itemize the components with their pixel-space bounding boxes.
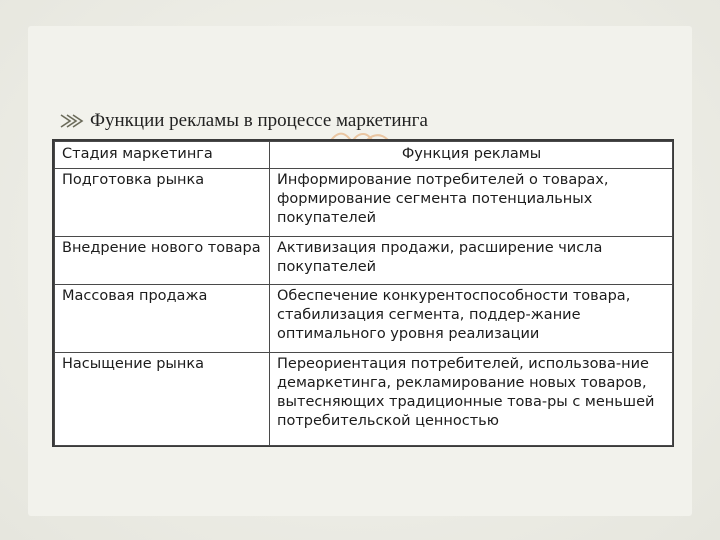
function-cell: Информирование потребителей о товарах, формирование сегмента потенциальных покупателей [270, 169, 673, 237]
table-row [55, 353, 673, 446]
page-title: Функции рекламы в процессе маркетинга [90, 110, 428, 131]
function-cell: Обеспечение конкурентоспособности товара, стабилизация сегмента, поддер-жание оптимального уровня реализации [270, 285, 673, 353]
stage-cell: Массовая продажа [55, 285, 270, 353]
table-row [55, 285, 673, 353]
column-header-stage: Стадия маркетинга [55, 142, 270, 169]
stage-cell: Подготовка рынка [55, 169, 270, 237]
table-row [55, 237, 673, 285]
function-cell: Активизация продажи, расширение числа покупателей [270, 237, 673, 285]
marketing-functions-table [52, 139, 674, 447]
function-cell: Переориентация потребителей, использова-ние демаркетинга, рекламирование новых товаров, вытесняющих традиционные това-ры с меньшей потребительской ценностью [270, 353, 673, 446]
table-row [55, 169, 673, 237]
table-header-row [55, 142, 673, 169]
chevron-arrow-icon [58, 112, 86, 130]
stage-cell: Внедрение нового товара [55, 237, 270, 285]
stage-cell: Насыщение рынка [55, 353, 270, 446]
column-header-function: Функция рекламы [270, 142, 673, 169]
